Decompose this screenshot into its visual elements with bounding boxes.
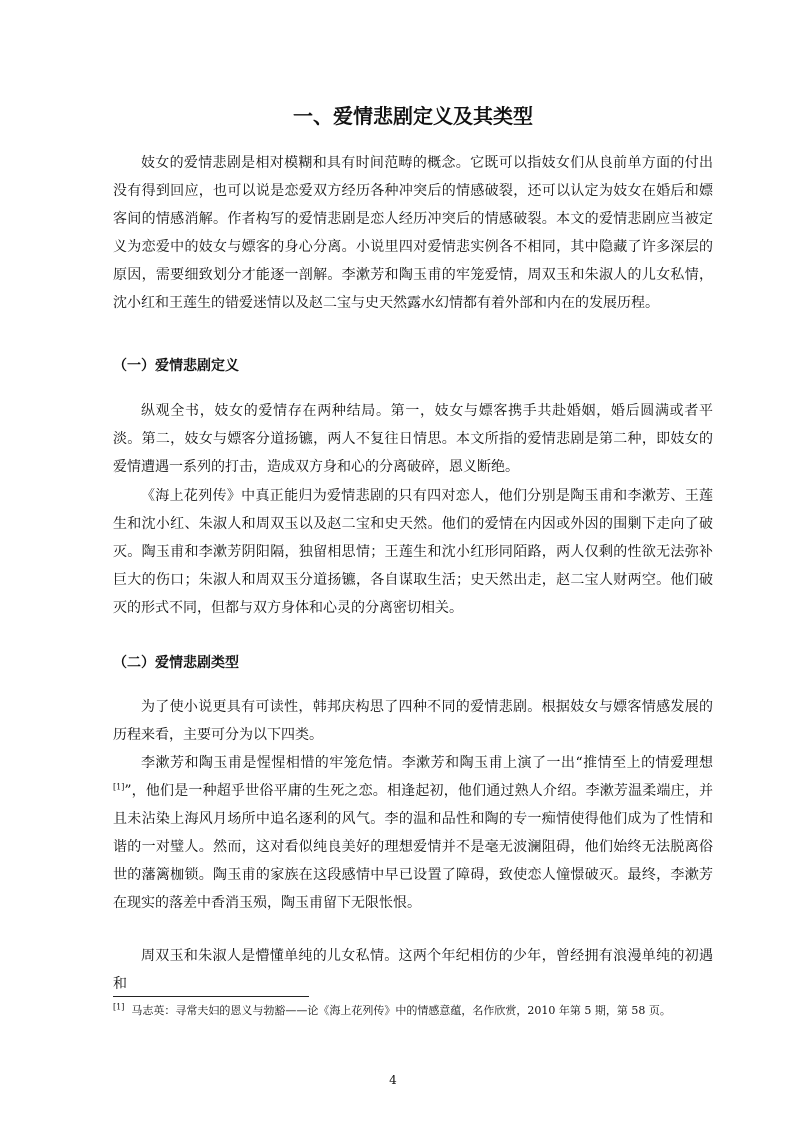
subsection-heading-types: （二）爱情悲剧类型 bbox=[113, 655, 239, 671]
intro-paragraph: 妓女的爱情悲剧是相对模糊和具有时间范畴的概念。它既可以指妓女们从良前单方面的付出没有得到回应，也可以说是恋爱双方经历各种冲突后的情感破裂，还可以认定为妓女在婚后和嫖客间的情感消解。作者构写的爱情悲剧是恋人经历冲突后的情感破裂。本文的爱情悲剧应当被定义为恋爱中的妓女与嫖客的身心分离。小说里四对爱情悲实例各不相同，其中隐藏了许多深层的原因，需要细致划分才能逐一剖解。李漱芳和陶玉甫的牢笼爱情，周双玉和朱淑人的儿女私情，沈小红和王莲生的错爱迷情以及赵二宝与史天然露水幻情都有着外部和内在的发展历程。 bbox=[113, 155, 713, 311]
footnote-reference[interactable]: [1] bbox=[113, 782, 125, 792]
types-paragraph-1: 为了使小说更具有可读性，韩邦庆构思了四种不同的爱情悲剧。根据妓女与嫖客情感发展的历程来看，主要可分为以下四类。 bbox=[113, 699, 713, 743]
section-title: 一、爱情悲剧定义及其类型 bbox=[293, 104, 533, 128]
definition-paragraph-1: 纵观全书，妓女的爱情存在两种结局。第一，妓女与嫖客携手共赴婚姻，婚后圆满或者平淡。第二，妓女与嫖客分道扬镳，两人不复往日情思。本文所指的爱情悲剧是第二种，即妓女的爱情遭遇一系列的打击，造成双方身和心的分离破碎，恩义断绝。 bbox=[113, 403, 713, 475]
types-paragraph-2-text-end: ”，他们是一种超乎世俗平庸的生死之恋。相逢起初，他们通过熟人介绍。李漱芳温柔端庄，并且未沾染上海风月场所中追名逐利的风气。李的温和品性和陶的专一痴情使得他们成为了性情和谐的一对璧人。然而，这对看似纯良美好的理想爱情并不是毫无波澜阻碍，他们始终无法脱离俗世的藩篱枷锁。陶玉甫的家族在这段感情中早已设置了障碍，致使恋人憧憬破灭。最终，李漱芳在现实的落差中香消玉殒，陶玉甫留下无限怅恨。 bbox=[113, 783, 713, 911]
footnote bbox=[113, 1002, 713, 1020]
footnote-text: 马志英：寻常夫妇的恩义与勃豁——论《海上花列传》中的情感意蕴，名作欣赏，2010 年第 5 期，第 58 页。 bbox=[131, 1004, 671, 1017]
subsection-heading-definition: （一）爱情悲剧定义 bbox=[113, 358, 239, 374]
types-paragraph-2-text-start: 李漱芳和陶玉甫是惺惺相惜的牢笼危情。李漱芳和陶玉甫上演了一出“推情至上的情爱理想 bbox=[141, 755, 713, 771]
definition-paragraph-2: 《海上花列传》中真正能归为爱情悲剧的只有四对恋人，他们分别是陶玉甫和李漱芳、王莲生和沈小红、朱淑人和周双玉以及赵二宝和史天然。他们的爱情在内因或外因的围剿下走向了破灭。陶玉甫和李漱芳阴阳隔，独留相思情；王莲生和沈小红形同陌路，两人仅剩的性欲无法弥补巨大的伤口；朱淑人和周双玉分道扬镳，各自谋取生活；史天然出走，赵二宝人财两空。他们破灭的形式不同，但都与双方身体和心灵的分离密切相关。 bbox=[113, 488, 713, 616]
types-paragraph-3: 周双玉和朱淑人是懵懂单纯的儿女私情。这两个年纪相仿的少年，曾经拥有浪漫单纯的初遇和 bbox=[113, 948, 713, 992]
footnote-marker: [1] bbox=[113, 1002, 125, 1012]
types-paragraph-2 bbox=[113, 749, 713, 917]
page-number: 4 bbox=[389, 1073, 397, 1087]
footnote-divider bbox=[113, 996, 309, 997]
